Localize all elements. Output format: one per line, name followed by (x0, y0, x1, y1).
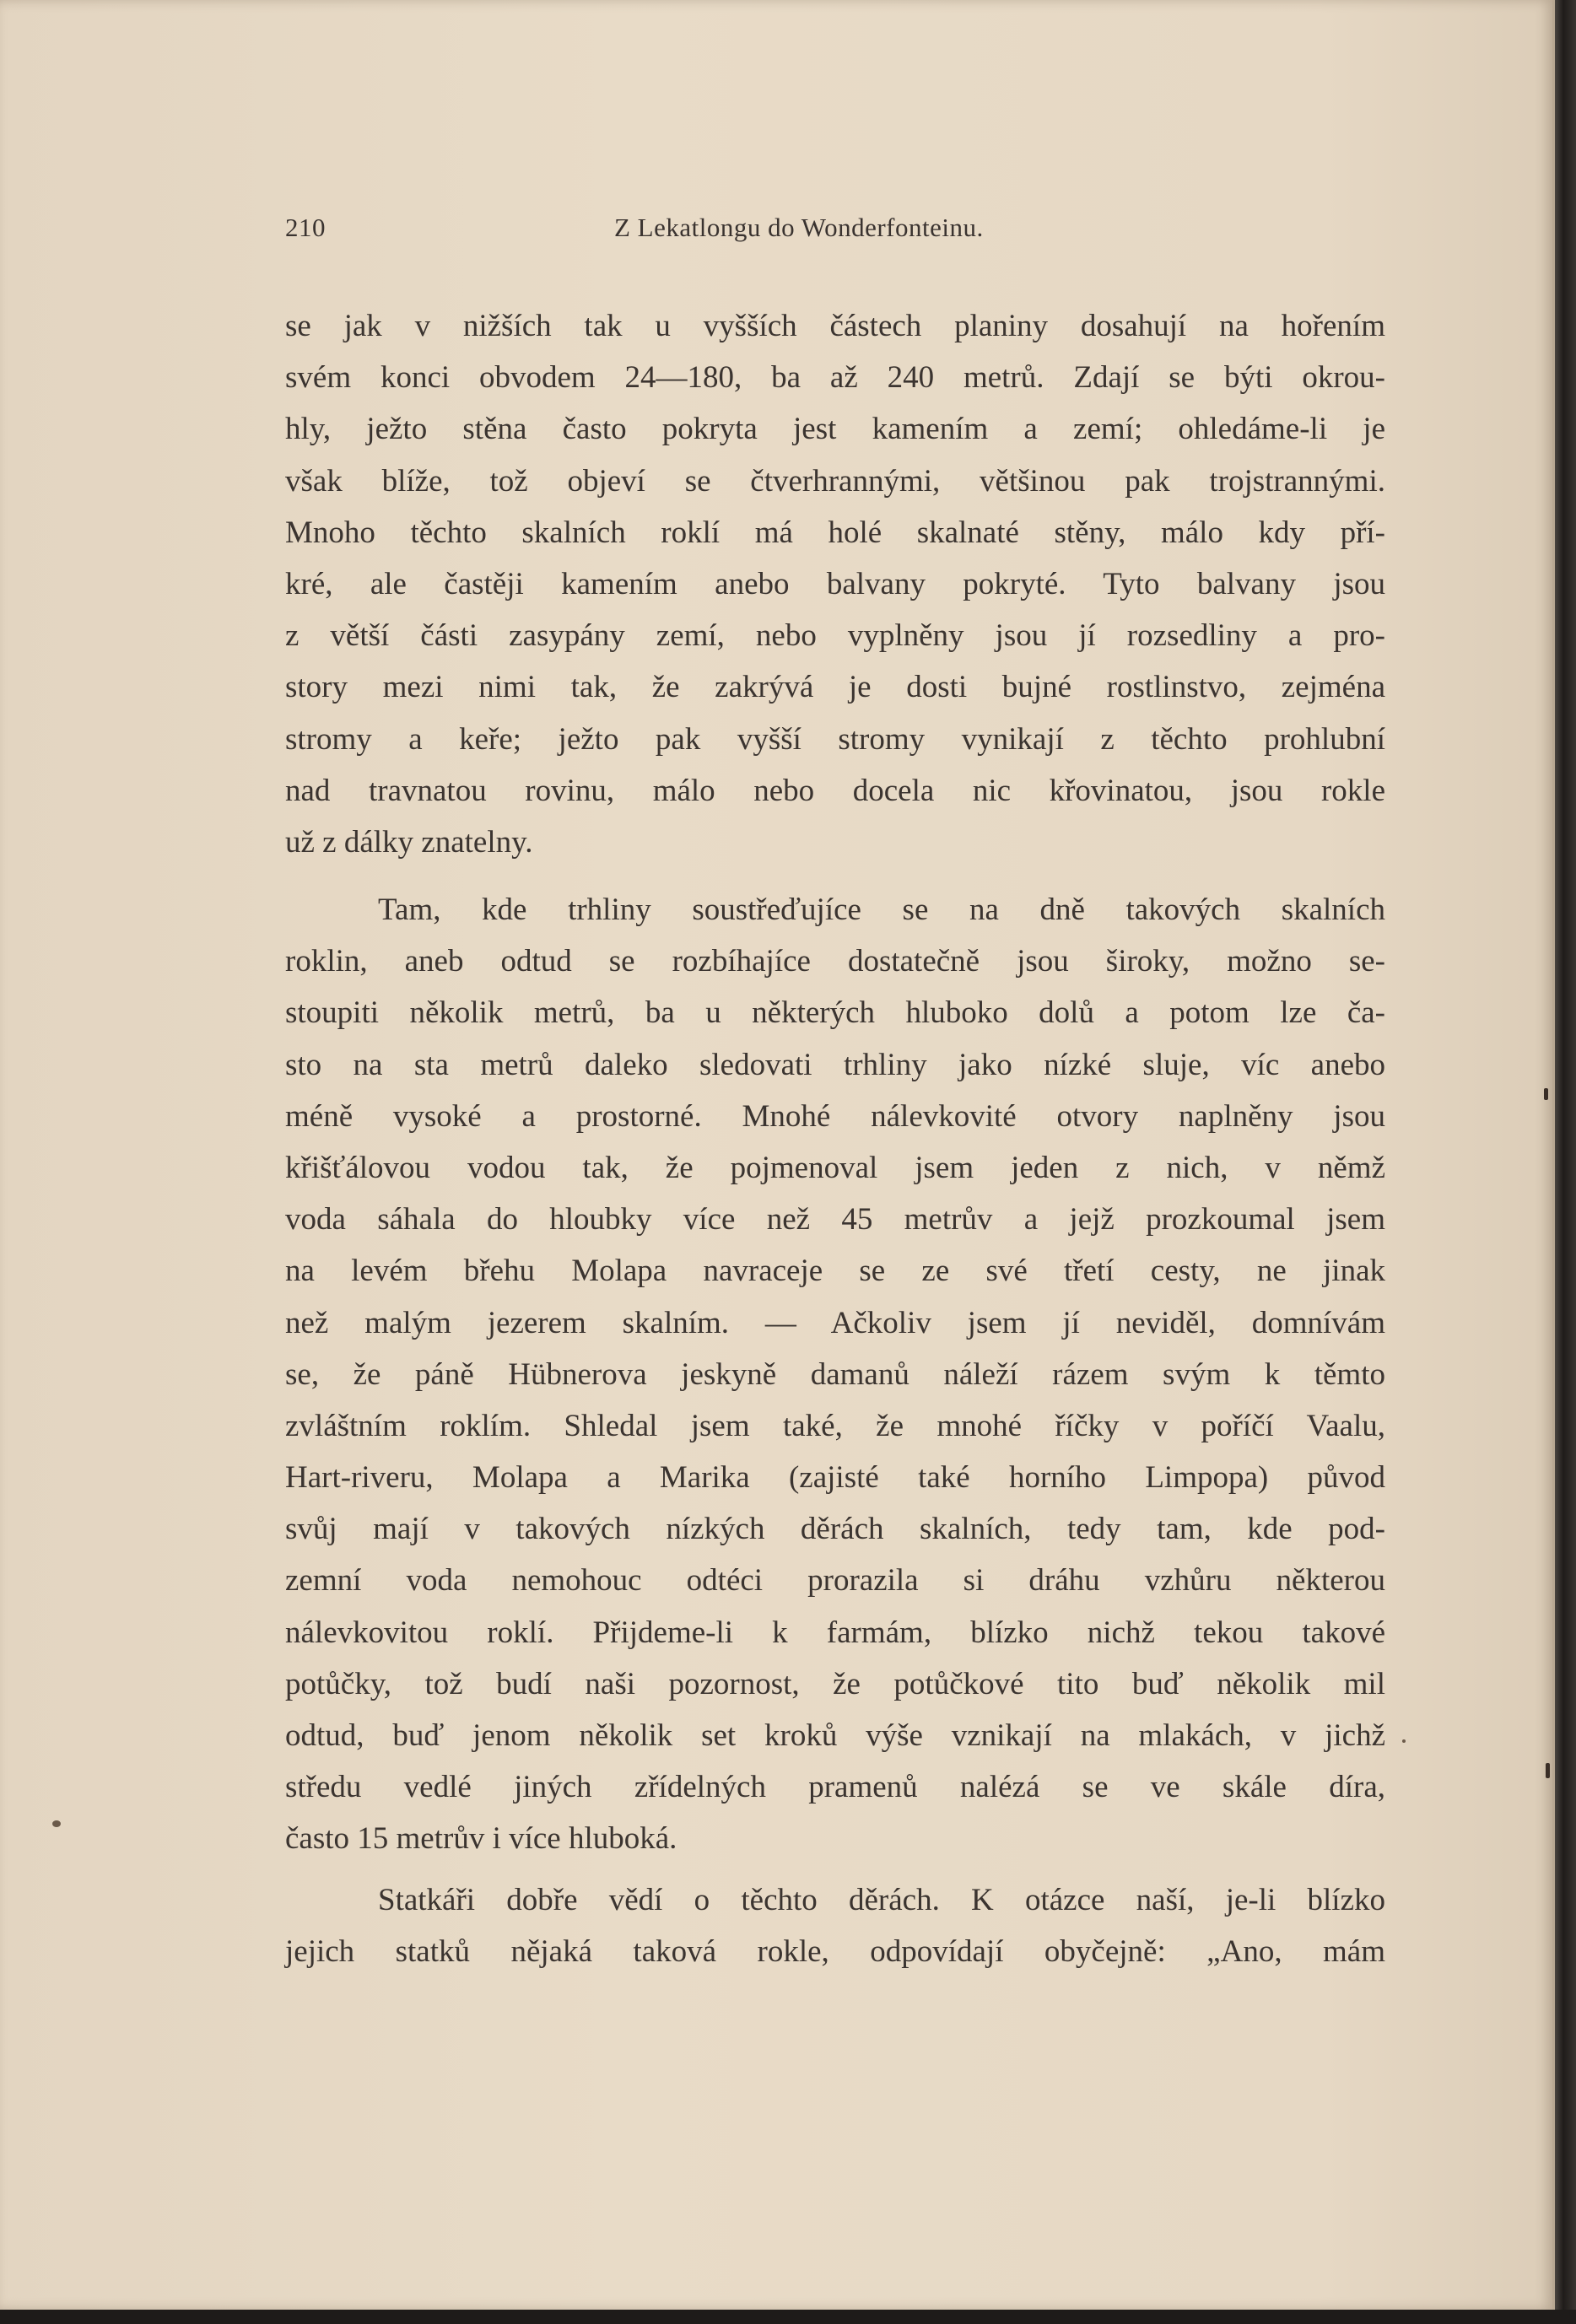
text-line: než malým jezerem skalním. — Ačkoliv jsem jí neviděl, domnívám (285, 1305, 1385, 1340)
text-line: jejich statků nějaká taková rokle, odpovídají obyčejně: „Ano, mám (285, 1934, 1385, 1970)
text-line: Statkáři dobře vědí o těchto děrách. K otázce naší, je-li blízko (378, 1883, 1385, 1917)
text-line: Mnoho těchto skalních roklí má holé skalnaté stěny, málo kdy pří- (285, 515, 1385, 550)
running-header (285, 213, 1382, 255)
text-line: odtud, buď jenom několik set kroků výše vznikají na mlakách, v jichž (285, 1718, 1385, 1753)
text-line: svůj mají v takových nízkých děrách skalních, tedy tam, kde pod- (285, 1512, 1385, 1547)
page-edge-bottom (0, 2310, 1576, 2324)
text-line: hly, ježto stěna často pokryta jest kamením a zemí; ohledáme-li je (285, 412, 1385, 447)
text-line: stoupiti několik metrů, ba u některých hluboko dolů a potom lze ča- (285, 995, 1385, 1031)
ink-spot (1402, 1739, 1406, 1743)
text-line: nad travnatou rovinu, málo nebo docela nic křovinatou, jsou rokle (285, 773, 1385, 808)
ink-spot (1546, 1763, 1550, 1778)
page-number: 210 (285, 213, 326, 242)
text-line: křišťálovou vodou tak, že pojmenoval jsem jeden z nich, v němž (285, 1150, 1385, 1185)
text-line: stromy a keře; ježto pak vyšší stromy vynikají z těchto prohlubní (285, 721, 1385, 757)
text-line: často 15 metrův i více hluboká. (285, 1821, 677, 1857)
paragraph-1 (285, 300, 1385, 868)
text-line: méně vysoké a prostorné. Mnohé nálevkovité otvory naplněny jsou (285, 1098, 1385, 1134)
text-line: Tam, kde trhliny soustřeďujíce se na dně takových skalních (378, 892, 1385, 927)
ink-spot (52, 1820, 61, 1827)
text-line: na levém břehu Molapa navraceje se ze své třetí cesty, ne jinak (285, 1254, 1385, 1289)
text-line: sto na sta metrů daleko sledovati trhliny jako nízké sluje, víc anebo (285, 1047, 1385, 1082)
text-line: zemní voda nemohouc odtéci prorazila si dráhu vzhůru některou (285, 1563, 1385, 1599)
paragraph-3 (285, 1874, 1385, 1977)
text-line: nálevkovitou roklí. Přijdeme-li k farmám, blízko nichž tekou takové (285, 1615, 1385, 1650)
paragraph-2 (285, 884, 1385, 1865)
text-line: voda sáhala do hloubky více než 45 metrův a jejž prozkoumal jsem (285, 1202, 1385, 1237)
text-line: z větší části zasypány zemí, nebo vyplněny jsou jí rozsedliny a pro- (285, 618, 1385, 654)
text-line: se, že páně Hübnerova jeskyně damanů náleží rázem svým k těmto (285, 1356, 1385, 1392)
text-line: potůčky, tož budí naši pozornost, že potůčkové tito buď několik mil (285, 1666, 1385, 1701)
text-line: se jak v nižších tak u vyšších částech planiny dosahují na hořením (285, 309, 1385, 343)
text-line: středu vedlé jiných zřídelných pramenů nalézá se ve skále díra, (285, 1770, 1385, 1805)
text-line: Hart-riveru, Molapa a Marika (zajisté také horního Limpopa) původ (285, 1460, 1385, 1496)
ink-spot (1544, 1088, 1548, 1100)
text-line: svém konci obvodem 24—180, ba až 240 metrů. Zdají se býti okrou- (285, 360, 1385, 396)
text-line: story mezi nimi tak, že zakrývá je dosti bujné rostlinstvo, zejména (285, 670, 1385, 705)
page-edge-right (1555, 0, 1576, 2324)
text-line: kré, ale častěji kamením anebo balvany pokryté. Tyto balvany jsou (285, 566, 1385, 601)
text-line: roklin, aneb odtud se rozbíhajíce dostatečně jsou široky, možno se- (285, 944, 1385, 979)
text-line: zvláštním roklím. Shledal jsem také, že mnohé říčky v poříčí Vaalu, (285, 1408, 1385, 1443)
text-line: už z dálky znatelny. (285, 824, 533, 860)
running-title: Z Lekatlongu do Wonderfonteinu. (614, 213, 984, 242)
text-line: však blíže, tož objeví se čtverhrannými, většinou pak trojstrannými. (285, 463, 1385, 499)
